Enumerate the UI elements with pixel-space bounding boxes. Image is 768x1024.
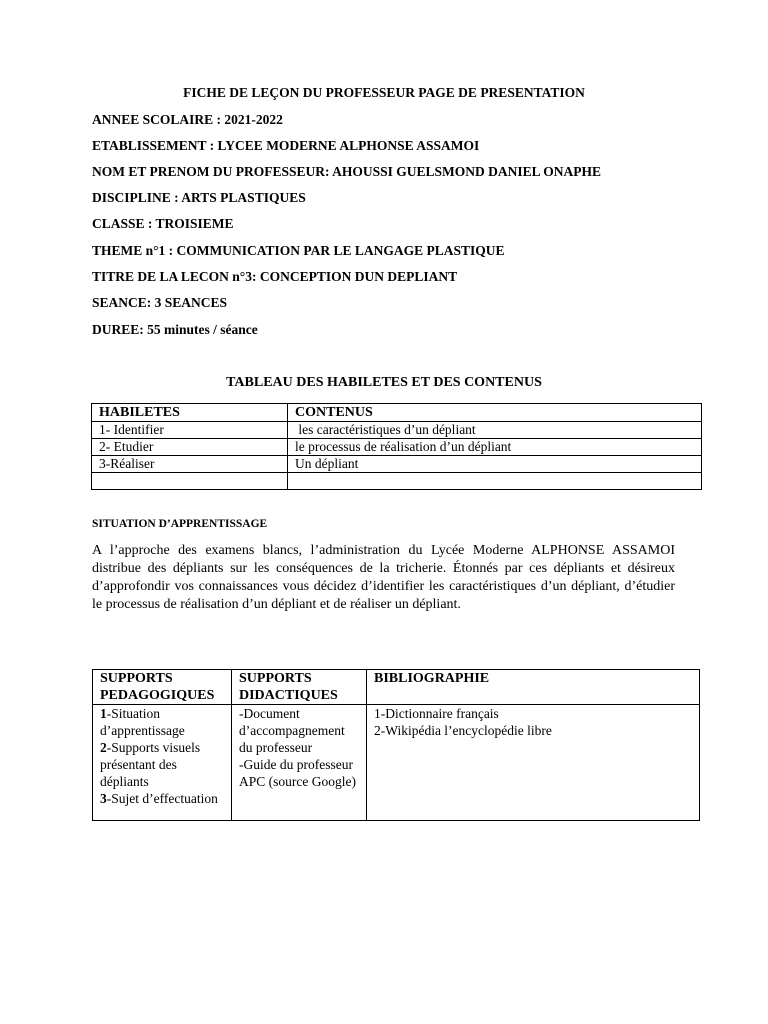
- habilete-cell: 3-Réaliser: [92, 456, 288, 473]
- lesson-title-line: TITRE DE LA LECON n°3: CONCEPTION DUN DEPLIANT: [92, 269, 458, 284]
- discipline-line: DISCIPLINE : ARTS PLASTIQUES: [92, 190, 306, 205]
- contenu-cell: le processus de réalisation d’un dépliant: [288, 439, 702, 456]
- bibliographie-cell: [367, 705, 700, 821]
- table-row: [92, 439, 702, 456]
- contenu-cell: les caractéristiques d’un dépliant: [288, 422, 702, 439]
- header-contenus: CONTENUS: [288, 404, 702, 422]
- habiletes-table-title: TABLEAU DES HABILETES ET DES CONTENUS: [226, 375, 542, 390]
- header-bibliographie: BIBLIOGRAPHIE: [367, 670, 700, 705]
- header-supports-pedagogiques: SUPPORTS PEDAGOGIQUES: [93, 670, 232, 705]
- contenu-cell: Un dépliant: [288, 456, 702, 473]
- school-line: ETABLISSEMENT : LYCEE MODERNE ALPHONSE ASSAMOI: [92, 138, 480, 153]
- school-year-line: ANNEE SCOLAIRE : 2021-2022: [92, 112, 283, 127]
- header-supports-didactiques: SUPPORTS DIDACTIQUES: [232, 670, 367, 705]
- document-title: FICHE DE LEÇON DU PROFESSEUR PAGE DE PRESENTATION: [183, 85, 585, 100]
- habilete-cell: 2- Etudier: [92, 439, 288, 456]
- situation-text: A l’approche des examens blancs, l’administration du Lycée Moderne ALPHONSE ASSAMOI distribue des dépliants sur les conséquences de la tricherie. Étonnés par ces dépliants et désireux d’approfondir vos connaissances vous décidez d’identifier les caractéristiques d’un dépliant, d’étudier le processus de réalisation d’un dépliant et de réaliser un dépliant.: [92, 543, 675, 612]
- table-header-row: [93, 670, 700, 705]
- situation-title: SITUATION D’APPRENTISSAGE: [92, 518, 268, 530]
- item-number: 3: [100, 791, 107, 806]
- pedagogiques-cell: [93, 705, 232, 821]
- list-item: -Guide du professeur APC (source Google): [239, 757, 356, 789]
- habilete-cell: [92, 473, 288, 490]
- didactiques-cell: [232, 705, 367, 821]
- item-text: -Supports visuels présentant des dépliants: [100, 740, 201, 789]
- duration-line: DUREE: 55 minutes / séance: [92, 322, 258, 337]
- list-item: [100, 739, 224, 790]
- class-line: CLASSE : TROISIEME: [92, 216, 234, 231]
- supports-table: [92, 669, 700, 821]
- list-item: [100, 790, 224, 807]
- item-number: 1: [100, 706, 107, 721]
- sessions-line: SEANCE: 3 SEANCES: [92, 295, 228, 310]
- item-number: 2: [100, 740, 107, 755]
- item-text: -Sujet d’effectuation: [106, 791, 218, 806]
- contenu-cell: [288, 473, 702, 490]
- table-row-empty: [92, 473, 702, 490]
- header-habiletes: HABILETES: [92, 404, 288, 422]
- list-item: 2-Wikipédia l’encyclopédie libre: [374, 723, 552, 738]
- item-text: -Situation d’apprentissage: [100, 706, 185, 738]
- teacher-name-line: NOM ET PRENOM DU PROFESSEUR: AHOUSSI GUELSMOND DANIEL ONAPHE: [92, 164, 602, 179]
- table-header-row: [92, 404, 702, 422]
- table-row: [93, 705, 700, 821]
- list-item: -Document d’accompagnement du professeur: [239, 706, 345, 755]
- theme-line: THEME n°1 : COMMUNICATION PAR LE LANGAGE PLASTIQUE: [92, 243, 505, 258]
- list-item: [100, 705, 224, 739]
- table-row: [92, 422, 702, 439]
- table-row: [92, 456, 702, 473]
- habilete-cell: 1- Identifier: [92, 422, 288, 439]
- habiletes-table: [91, 403, 702, 490]
- list-item: 1-Dictionnaire français: [374, 706, 499, 721]
